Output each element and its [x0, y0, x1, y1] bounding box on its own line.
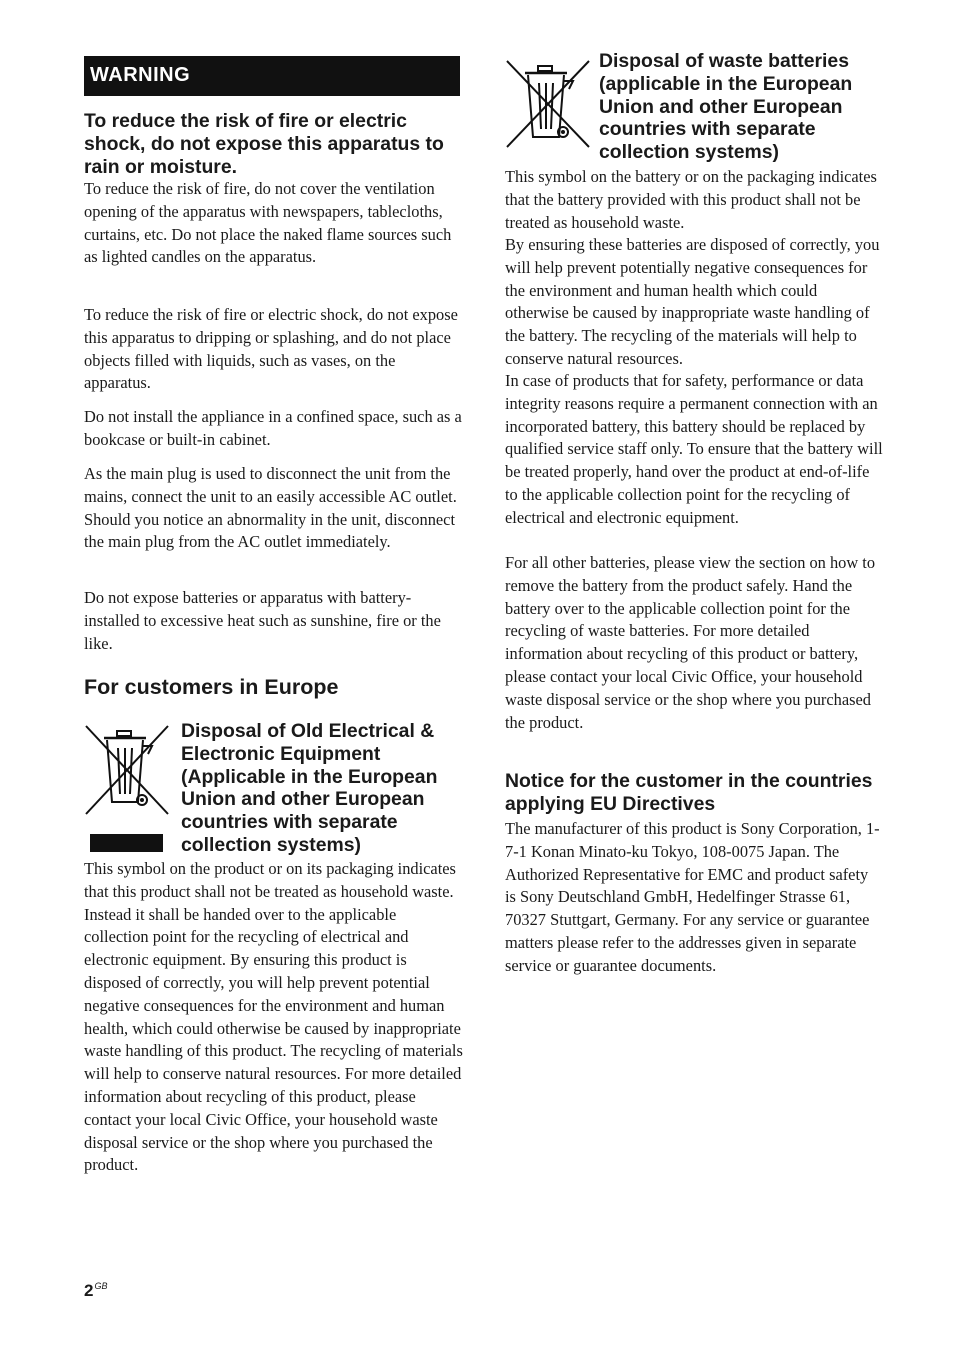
batteries-heading: Disposal of waste batteries (applicable in the European Union and other European countries with separate collection systems) — [599, 50, 853, 164]
crossed-out-wheeled-bin-icon — [505, 59, 591, 154]
notice-body: The manufacturer of this product is Sony Corporation, 1-7-1 Konan Minato-ku Tokyo, 108-0075 Japan. The Authorized Representative for EMC and product safety is Sony Deutschland GmbH, Hedelfinger Strasse 61, 70327 Stuttgart, Germany. For any service or guarantee matters please refer to the addresses given in separate service or guarantee documents. — [505, 819, 880, 975]
weee-body: This symbol on the product or on its packaging indicates that this product shall not be treated as household waste. Instead it shall be handed over to the applicable collection point for the recycling of electrical and electronic equipment. By ensuring this product is disposed of correctly, you will help prevent potential negative consequences for the environment and human health, which could otherwise be caused by inappropriate waste handling of this product. The recycling of materials will help to conserve natural resources. For more detailed information about recycling of this product, please contact your local Civic Office, your household waste disposal service or the shop where you purchased the product. — [84, 859, 463, 1175]
page-number-suffix: GB — [94, 1281, 108, 1291]
europe-heading: For customers in Europe — [84, 675, 339, 699]
warning-paragraph-4: As the main plug is used to disconnect the unit from the mains, connect the unit to an easily accessible AC outlet. Should you notice an abnormality in the unit, disconnect the main plug from the AC outlet immediately. — [84, 464, 457, 552]
warning-paragraph-2: To reduce the risk of fire or electric shock, do not expose this apparatus to dripping or splashing, and do not place objects filled with liquids, such as vases, on the apparatus. — [84, 305, 458, 393]
warning-banner — [84, 56, 460, 96]
batteries-paragraph-4: For all other batteries, please view the section on how to remove the battery from the product safely. Hand the battery over to the applicable collection point for the recycling of waste batteries. For more detailed information about recycling of this product or battery, please contact your local Civic Office, your household waste disposal service or the shop where you purchased the product. — [505, 553, 876, 732]
batteries-paragraph-3: In case of products that for safety, performance or data integrity reasons require a permanent connection with an incorporated battery, this battery should be replaced by qualified service staff only. To ensure that the battery will be treated properly, hand over the product at end-of-life to the applicable collection point for the recycling of electrical and electronic equipment. — [505, 371, 883, 527]
page-number — [84, 1281, 107, 1301]
crossed-out-wheeled-bin-icon — [84, 724, 170, 859]
batteries-paragraph-1: This symbol on the battery or on the packaging indicates that the battery provided with this product shall not be treated as household waste. — [505, 167, 877, 232]
warning-paragraph-5: Do not expose batteries or apparatus with battery-installed to excessive heat such as sunshine, fire or the like. — [84, 588, 441, 653]
notice-heading: Notice for the customer in the countries applying EU Directives — [505, 770, 873, 815]
warning-paragraph-1: To reduce the risk of fire, do not cover the ventilation opening of the apparatus with newspapers, tablecloths, curtains, etc. Do not place the naked flame sources such as lighted candles on the apparatus. — [84, 179, 452, 267]
warning-paragraph-3: Do not install the appliance in a confined space, such as a bookcase or built-in cabinet. — [84, 407, 462, 449]
warning-label: WARNING — [90, 64, 191, 86]
weee-heading: Disposal of Old Electrical & Electronic Equipment (Applicable in the European Union and other European countries with separate collection systems) — [181, 720, 438, 856]
batteries-paragraph-2: By ensuring these batteries are disposed of correctly, you will help prevent potentially negative consequences for the environment and human health which could otherwise be caused by inappropriate waste handling of the battery. The recycling of the materials will help to conserve natural resources. — [505, 235, 880, 368]
page-number-value: 2 — [84, 1281, 94, 1300]
warning-heading: To reduce the risk of fire or electric shock, do not expose this apparatus to rain or moisture. — [84, 110, 444, 178]
